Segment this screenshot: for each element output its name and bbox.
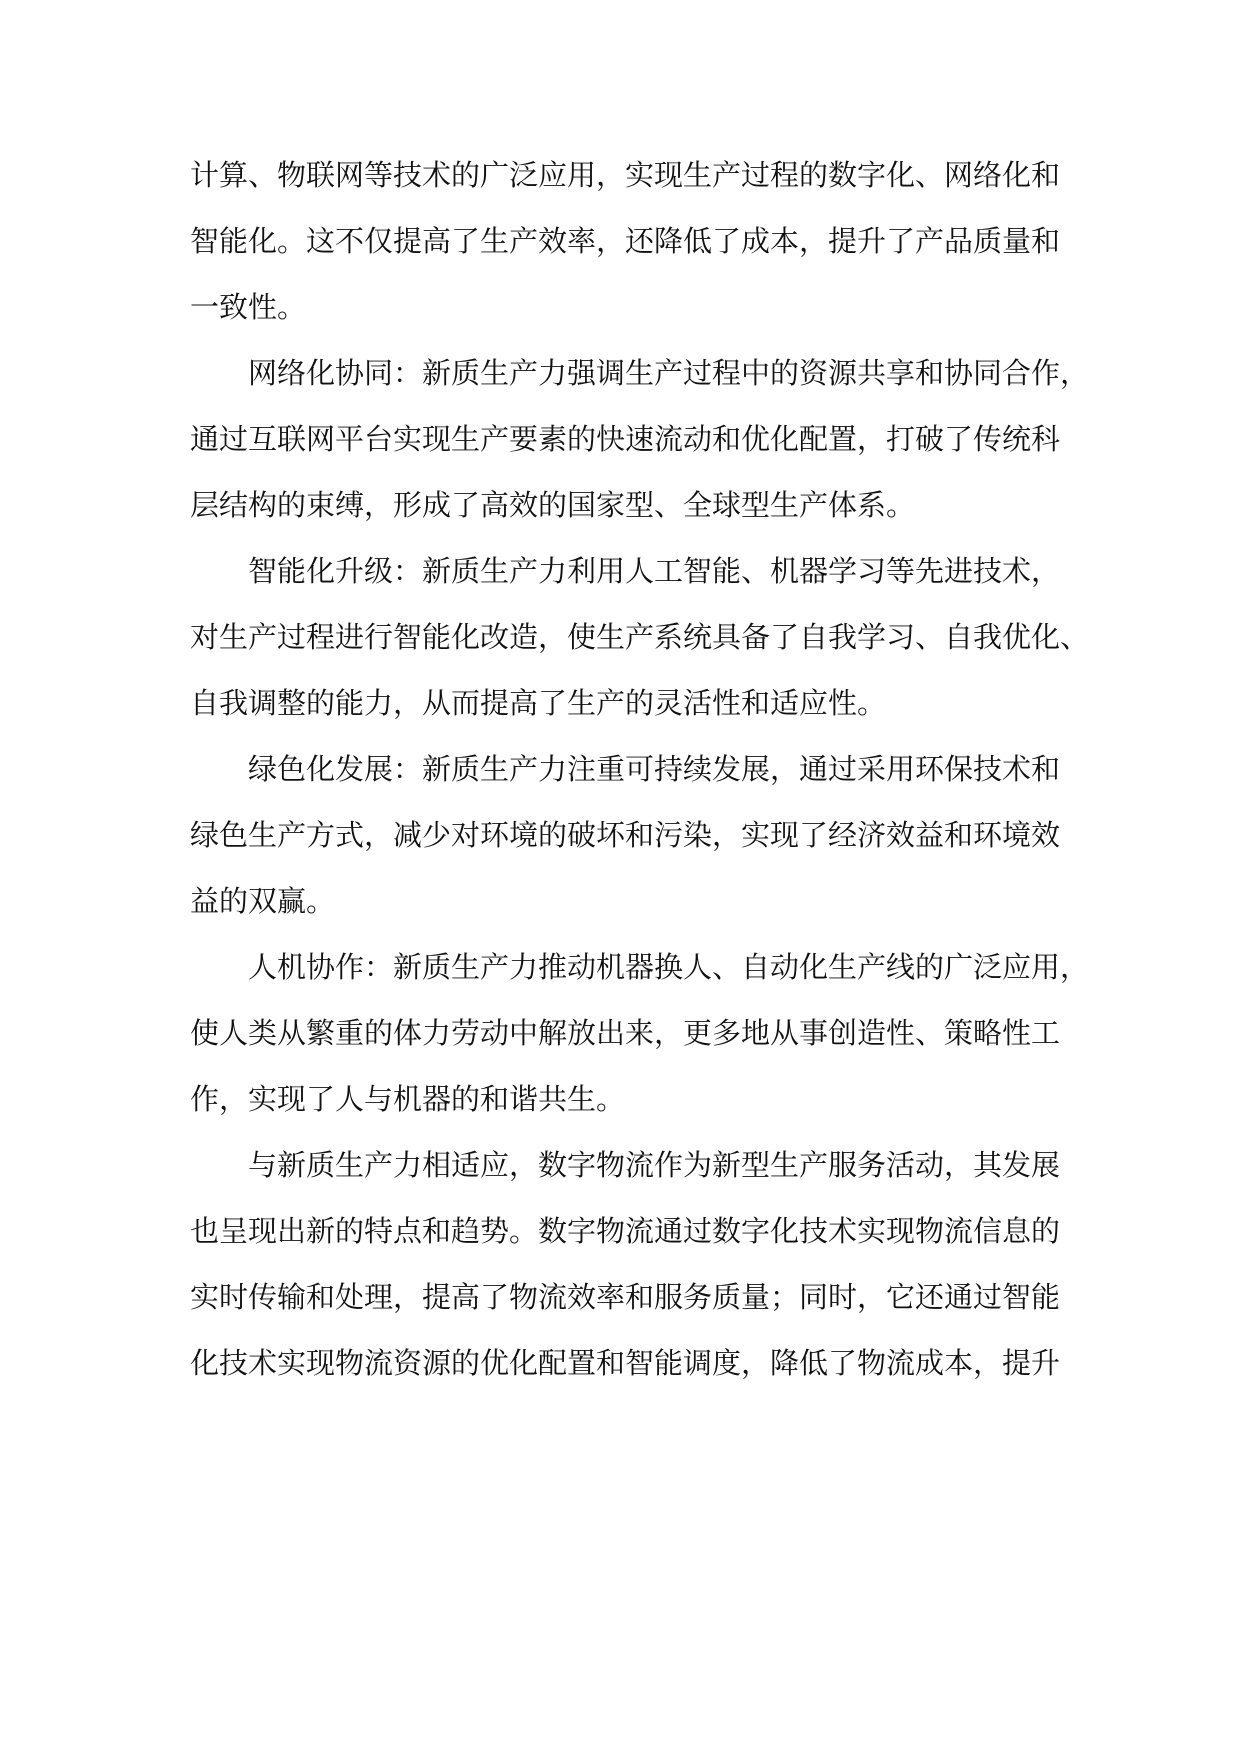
text-line: 自我调整的能力，从而提高了生产的灵活性和适应性。	[190, 686, 887, 720]
text-line: 绿色化发展：新质生产力注重可持续发展，通过采用环保技术和	[248, 752, 1061, 786]
text-line: 人机协作：新质生产力推动机器换人、自动化生产线的广泛应用，	[248, 950, 1090, 984]
text-line: 实时传输和处理，提高了物流效率和服务质量；同时，它还通过智能	[190, 1280, 1061, 1314]
text-line: 对生产过程进行智能化改造，使生产系统具备了自我学习、自我优化、	[190, 620, 1090, 654]
text-line: 一致性。	[190, 290, 307, 324]
text-line: 使人类从繁重的体力劳动中解放出来，更多地从事创造性、策略性工	[190, 1016, 1061, 1050]
text-line: 智能化。这不仅提高了生产效率，还降低了成本，提升了产品质量和	[190, 224, 1061, 258]
text-line: 通过互联网平台实现生产要素的快速流动和优化配置，打破了传统科	[190, 422, 1061, 456]
text-line: 智能化升级：新质生产力利用人工智能、机器学习等先进技术，	[248, 554, 1061, 588]
text-line: 化技术实现物流资源的优化配置和智能调度，降低了物流成本，提升	[190, 1346, 1061, 1380]
text-line: 与新质生产力相适应，数字物流作为新型生产服务活动，其发展	[248, 1148, 1061, 1182]
text-line: 网络化协同：新质生产力强调生产过程中的资源共享和协同合作，	[248, 356, 1090, 390]
text-line: 绿色生产方式，减少对环境的破坏和污染，实现了经济效益和环境效	[190, 818, 1061, 852]
text-line: 也呈现出新的特点和趋势。数字物流通过数字化技术实现物流信息的	[190, 1214, 1061, 1248]
text-line: 作，实现了人与机器的和谐共生。	[190, 1082, 626, 1116]
body-text	[190, 142, 1090, 1396]
text-line: 层结构的束缚，形成了高效的国家型、全球型生产体系。	[190, 488, 916, 522]
text-line: 计算、物联网等技术的广泛应用，实现生产过程的数字化、网络化和	[190, 158, 1061, 192]
text-line: 益的双赢。	[190, 884, 336, 918]
